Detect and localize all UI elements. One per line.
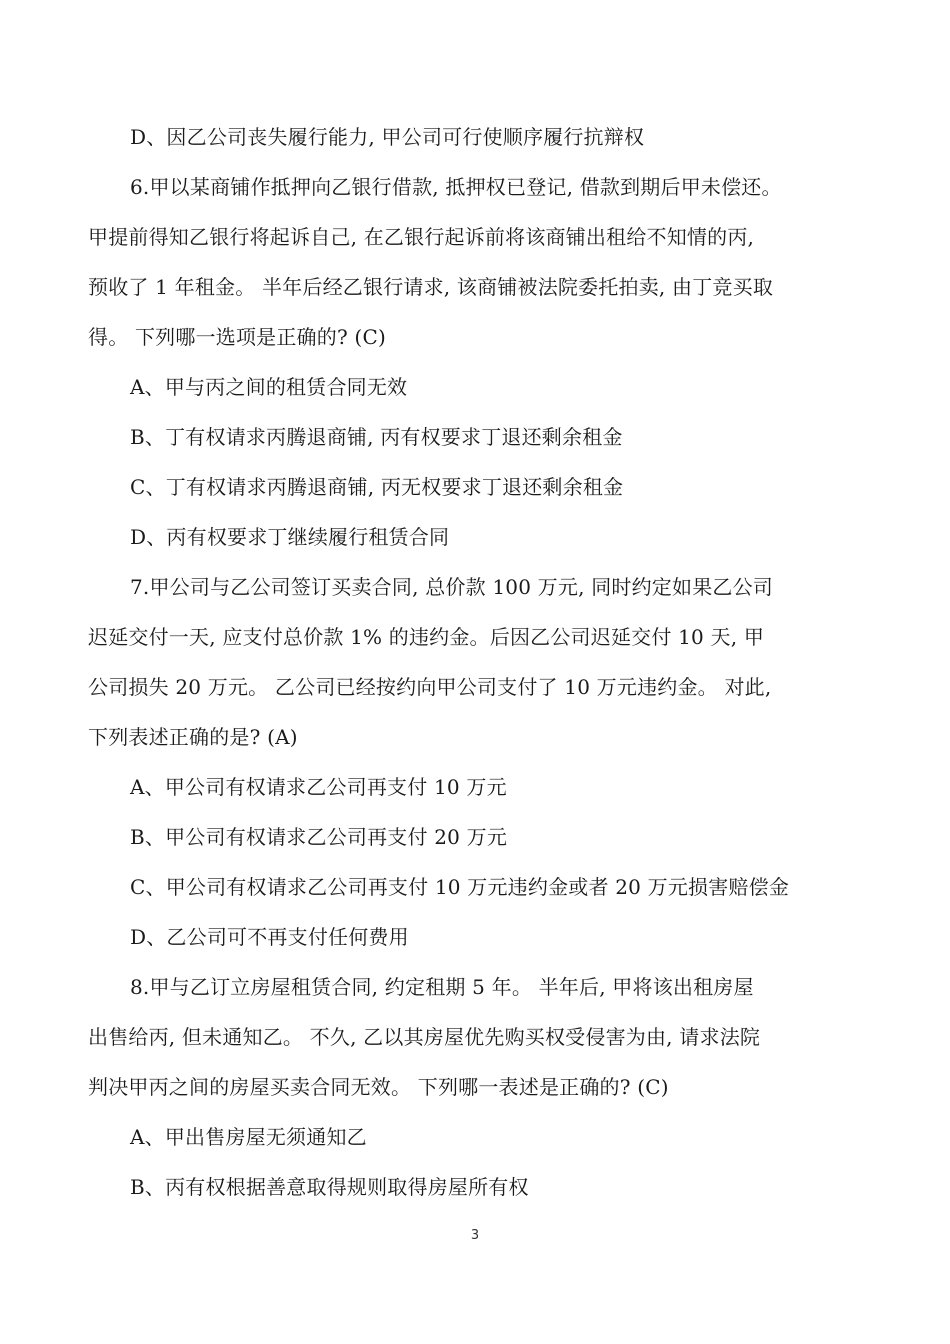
text-line: 公司损失 20 万元。 乙公司已经按约向甲公司支付了 10 万元违约金。 对此, (88, 675, 772, 699)
text-line: A、甲出售房屋无须通知乙 (130, 1125, 367, 1149)
text-line: 得。 下列哪一选项是正确的? (C) (88, 325, 386, 349)
text-line: 下列表述正确的是? (A) (88, 725, 298, 749)
text-line: A、甲公司有权请求乙公司再支付 10 万元 (130, 775, 507, 799)
text-line: B、甲公司有权请求乙公司再支付 20 万元 (130, 825, 508, 849)
text-line: 8.甲与乙订立房屋租赁合同, 约定租期 5 年。 半年后, 甲将该出租房屋 (130, 975, 754, 999)
text-line: D、因乙公司丧失履行能力, 甲公司可行使顺序履行抗辩权 (130, 125, 645, 149)
document-body (88, 112, 878, 1212)
text-line: D、乙公司可不再支付任何费用 (130, 925, 409, 949)
text-line: A、甲与丙之间的租赁合同无效 (130, 375, 408, 399)
text-line: C、甲公司有权请求乙公司再支付 10 万元违约金或者 20 万元损害赔偿金 (130, 875, 790, 899)
text-line: 判决甲丙之间的房屋买卖合同无效。 下列哪一表述是正确的? (C) (88, 1075, 669, 1099)
text-line: 甲提前得知乙银行将起诉自己, 在乙银行起诉前将该商铺出租给不知情的丙, (88, 225, 755, 249)
text-line: C、丁有权请求丙腾退商铺, 丙无权要求丁退还剩余租金 (130, 475, 624, 499)
text-line: B、丙有权根据善意取得规则取得房屋所有权 (130, 1175, 529, 1199)
text-line: 出售给丙, 但未通知乙。 不久, 乙以其房屋优先购买权受侵害为由, 请求法院 (88, 1025, 761, 1049)
text-line: 预收了 1 年租金。 半年后经乙银行请求, 该商铺被法院委托拍卖, 由丁竞买取 (88, 275, 774, 299)
text-line: B、丁有权请求丙腾退商铺, 丙有权要求丁退还剩余租金 (130, 425, 623, 449)
text-line: 7.甲公司与乙公司签订买卖合同, 总价款 100 万元, 同时约定如果乙公司 (130, 575, 773, 599)
text-line: D、丙有权要求丁继续履行租赁合同 (130, 525, 450, 549)
text-line: 迟延交付一天, 应支付总价款 1% 的违约金。后因乙公司迟延交付 10 天, 甲 (88, 625, 765, 649)
page-number: 3 (470, 1228, 480, 1243)
text-line: 6.甲以某商铺作抵押向乙银行借款, 抵押权已登记, 借款到期后甲未偿还。 (130, 175, 782, 199)
